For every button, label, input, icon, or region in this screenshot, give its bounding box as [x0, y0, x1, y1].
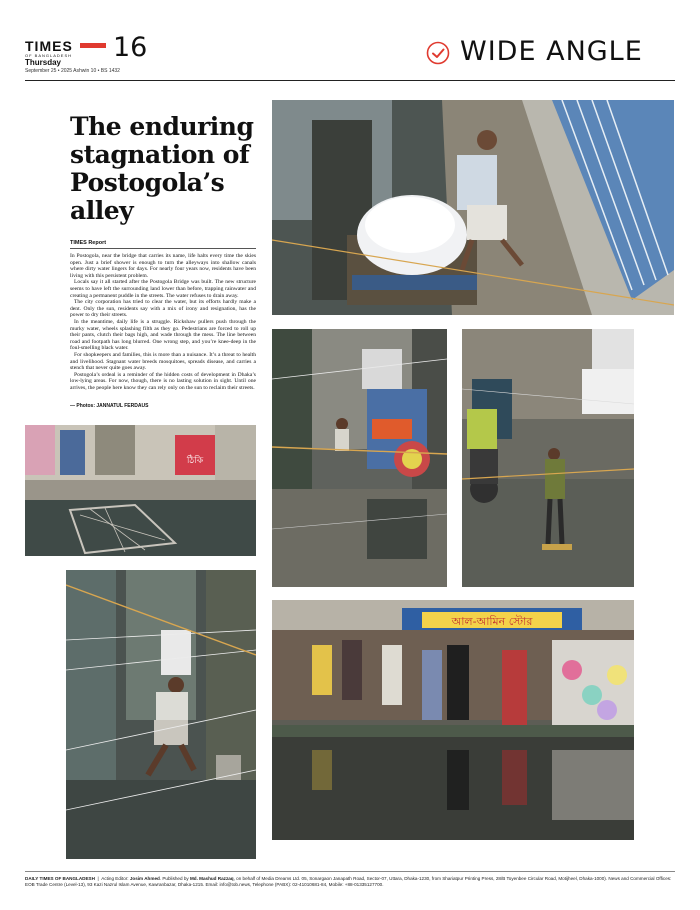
footer-publisher: Md. Mashud Razzaq: [189, 876, 234, 881]
masthead-dateline: September 25 • 2025 Ashwin 10 • BS 1432: [25, 68, 120, 74]
article-paragraph: The city corporation has tried to clear the water, but its efforts hardly make a dent. Only the sun, residents say with a mix of irony and resignation, has the power to dry their streets.: [70, 299, 256, 319]
article-paragraph: For shopkeepers and families, this is more than a nuisance. It’s a threat to health and livelihood. Stagnant water breeds mosquitoes, spreads disease, and carries a stench that never quite goes away.: [70, 351, 256, 372]
photo-porter-pushing-cart: [272, 100, 674, 315]
svg-text:আল-আমিন স্টোর: আল-আমিন স্টোর: [451, 615, 533, 628]
article-headline: The enduring stagnation of Postogola’s alley: [70, 112, 254, 225]
article-paragraph: Locals say it all started after the Postogola Bridge was built. The new structure seems to have left the surrounding land lower than before, trapping rainwater and creating a permanent puddle in the streets. The water refuses to drain away.: [70, 279, 256, 299]
footer-details: , on behalf of Media Dreams Ltd. 05, Sonargaon Janapath Road, Sector-07, Uttara, Dhaka-1230, from Shariatpur Printing Press, 28/B Toyenbee Circular Road, Motijheel, Dhaka-1000). News and Commercial Offices: EOB Trade Centre (Level-13), 93 Kazi Nazrul Islam Avenue, Kawranbazar, Dhaka-1215. Email: info@tob.news, Telephone (PABX): 02-41010681-84, Mobile: +88-01335127700.: [25, 876, 672, 888]
check-circle-icon: [426, 41, 450, 65]
footer-paper-name: DAILY TIMES OF BANGLADESH: [25, 876, 95, 881]
photo-man-wading: [462, 329, 634, 587]
photo-credit: — Photos: JANNATUL FERDAUS: [70, 403, 149, 409]
footer-acting-editor: Josim Ahmed: [129, 876, 160, 881]
section-title: WIDE ANGLE: [460, 36, 643, 67]
masthead-accent-bar: [80, 43, 106, 48]
imprint-footer: DAILY TIMES OF BANGLADESH | Acting Editor: Josim Ahmed. Published by Md. Mashud Razzaq, on behalf of Media Dreams Ltd. 05, Sonargaon Janapath Road, Sector-07, Uttara, Dhaka-1230, from Shariatpur Printing Press, 28/B Toyenbee Circular Road, Motijheel, Dhaka-1000). News and Commercial Offices: EOB Trade Centre (Level-13), 93 Kazi Nazrul Islam Avenue, Kawranbazar, Dhaka-1215. Email: info@tob.news, Telephone (PABX): 02-41010681-84, Mobile: +88-01335127700.: [25, 876, 672, 888]
photo-submerged-shopfront: [25, 425, 256, 556]
article-paragraph: In the meantime, daily life is a struggle. Rickshaw pullers push through the murky water, wheels splashing filth as they go. Pedestrians are forced to roll up their pants, clutch their bags high, and wade through the mess. The line between road and footpath has long blurred. One wrong step, and you’re knee-deep in the foul-smelling black water.: [70, 318, 256, 352]
masthead-day: Thursday: [25, 58, 62, 67]
photo-man-carrying-load: [66, 570, 256, 859]
footer-published-label: . Published by: [159, 876, 190, 881]
photo-rickshaws-flooded-street: [272, 329, 447, 587]
article-paragraph: Postogola’s ordeal is a reminder of the hidden costs of development in Dhaka’s low-lying areas. For now, though, there is no lasting solution in sight. Until one arrives, the people here know they can rely only on the sun to reclaim their streets.: [70, 371, 256, 391]
footer-divider: [25, 871, 675, 872]
page-number: 16: [113, 32, 148, 63]
footer-acting-editor-label: Acting Editor:: [101, 876, 130, 881]
masthead-rule: [25, 80, 675, 81]
photo-market-reflection: [272, 600, 634, 840]
masthead-logo: TIMES: [25, 38, 73, 54]
svg-text:ঠিকি: ঠিকি: [186, 456, 204, 466]
article-paragraph: In Postogola, near the bridge that carries its name, life halts every time the skies open. Just a brief shower is enough to turn the alleyways into shallow canals where dirty water lingers for days. For nearly four years now, residents have been living with this persistent problem.: [70, 253, 256, 279]
article-body: [70, 253, 256, 391]
article-byline: TIMES Report: [70, 240, 107, 246]
masthead-logo-subtitle: OF BANGLADESH: [25, 53, 73, 58]
byline-divider: [70, 248, 256, 249]
